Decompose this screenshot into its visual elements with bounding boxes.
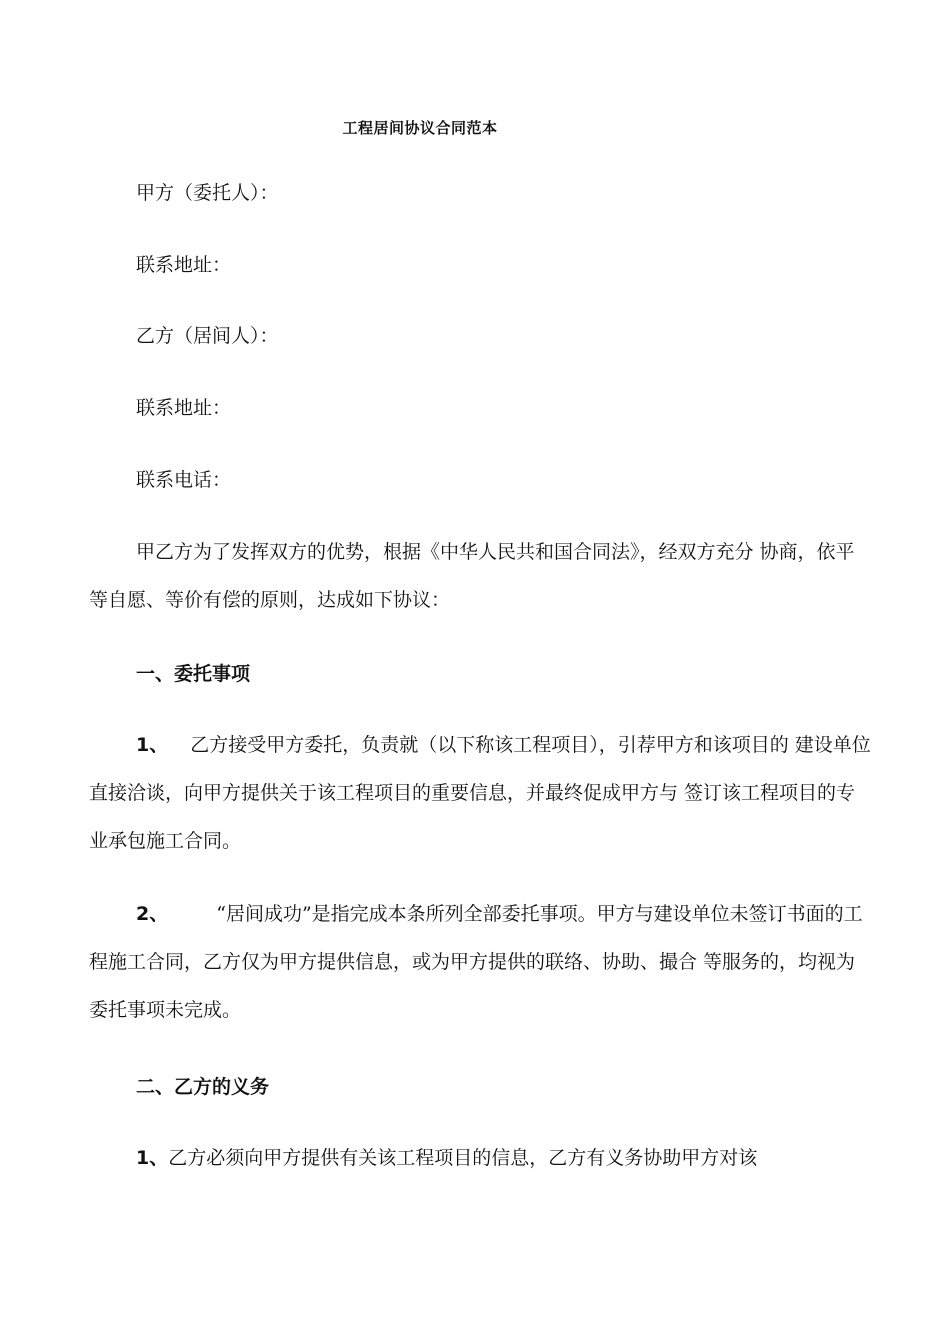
section-1-item-2 (89, 890, 871, 1034)
section-2-heading: 二、乙方的义务 (136, 1076, 270, 1098)
item-text: 乙方接受甲方委托，负责就（以下称该工程项目），引荐甲方和该项目的 建设单位直接洽谈，向甲方提供关于该工程项目的重要信息，并最终促成甲方与 签订该工程项目的专业承包施工合同。 (89, 734, 871, 852)
party-b-label: 乙方（居间人）： (136, 325, 279, 347)
section-2-item-1 (89, 1134, 871, 1182)
party-b-phone-label: 联系电话： (136, 469, 232, 491)
item-text: 乙方必须向甲方提供有关该工程项目的信息，乙方有义务协助甲方对该 (168, 1147, 758, 1169)
document-title: 工程居间协议合同范本 (342, 119, 498, 137)
section-1-heading: 一、委托事项 (136, 663, 251, 685)
item-text: “居间成功”是指完成本条所列全部委托事项。甲方与建设单位未签订书面的工程施工合同，乙方仅为甲方提供信息，或为甲方提供的联络、协助、撮合 等服务的，均视为委托事项未完成。 (89, 903, 863, 1021)
party-a-label: 甲方（委托人）： (136, 182, 279, 204)
preamble-paragraph: 甲乙方为了发挥双方的优势，根据《中华人民共和国合同法》，经双方充分 协商，依平等自愿、等价有偿的原则，达成如下协议： (89, 541, 855, 611)
item-number: 1、 (136, 1147, 169, 1169)
party-a-address-label: 联系地址： (136, 254, 232, 276)
section-1-item-1 (89, 721, 871, 865)
party-b-address-label: 联系地址： (136, 397, 232, 419)
item-number: 2、 (136, 903, 169, 925)
item-number: 1、 (136, 734, 169, 756)
